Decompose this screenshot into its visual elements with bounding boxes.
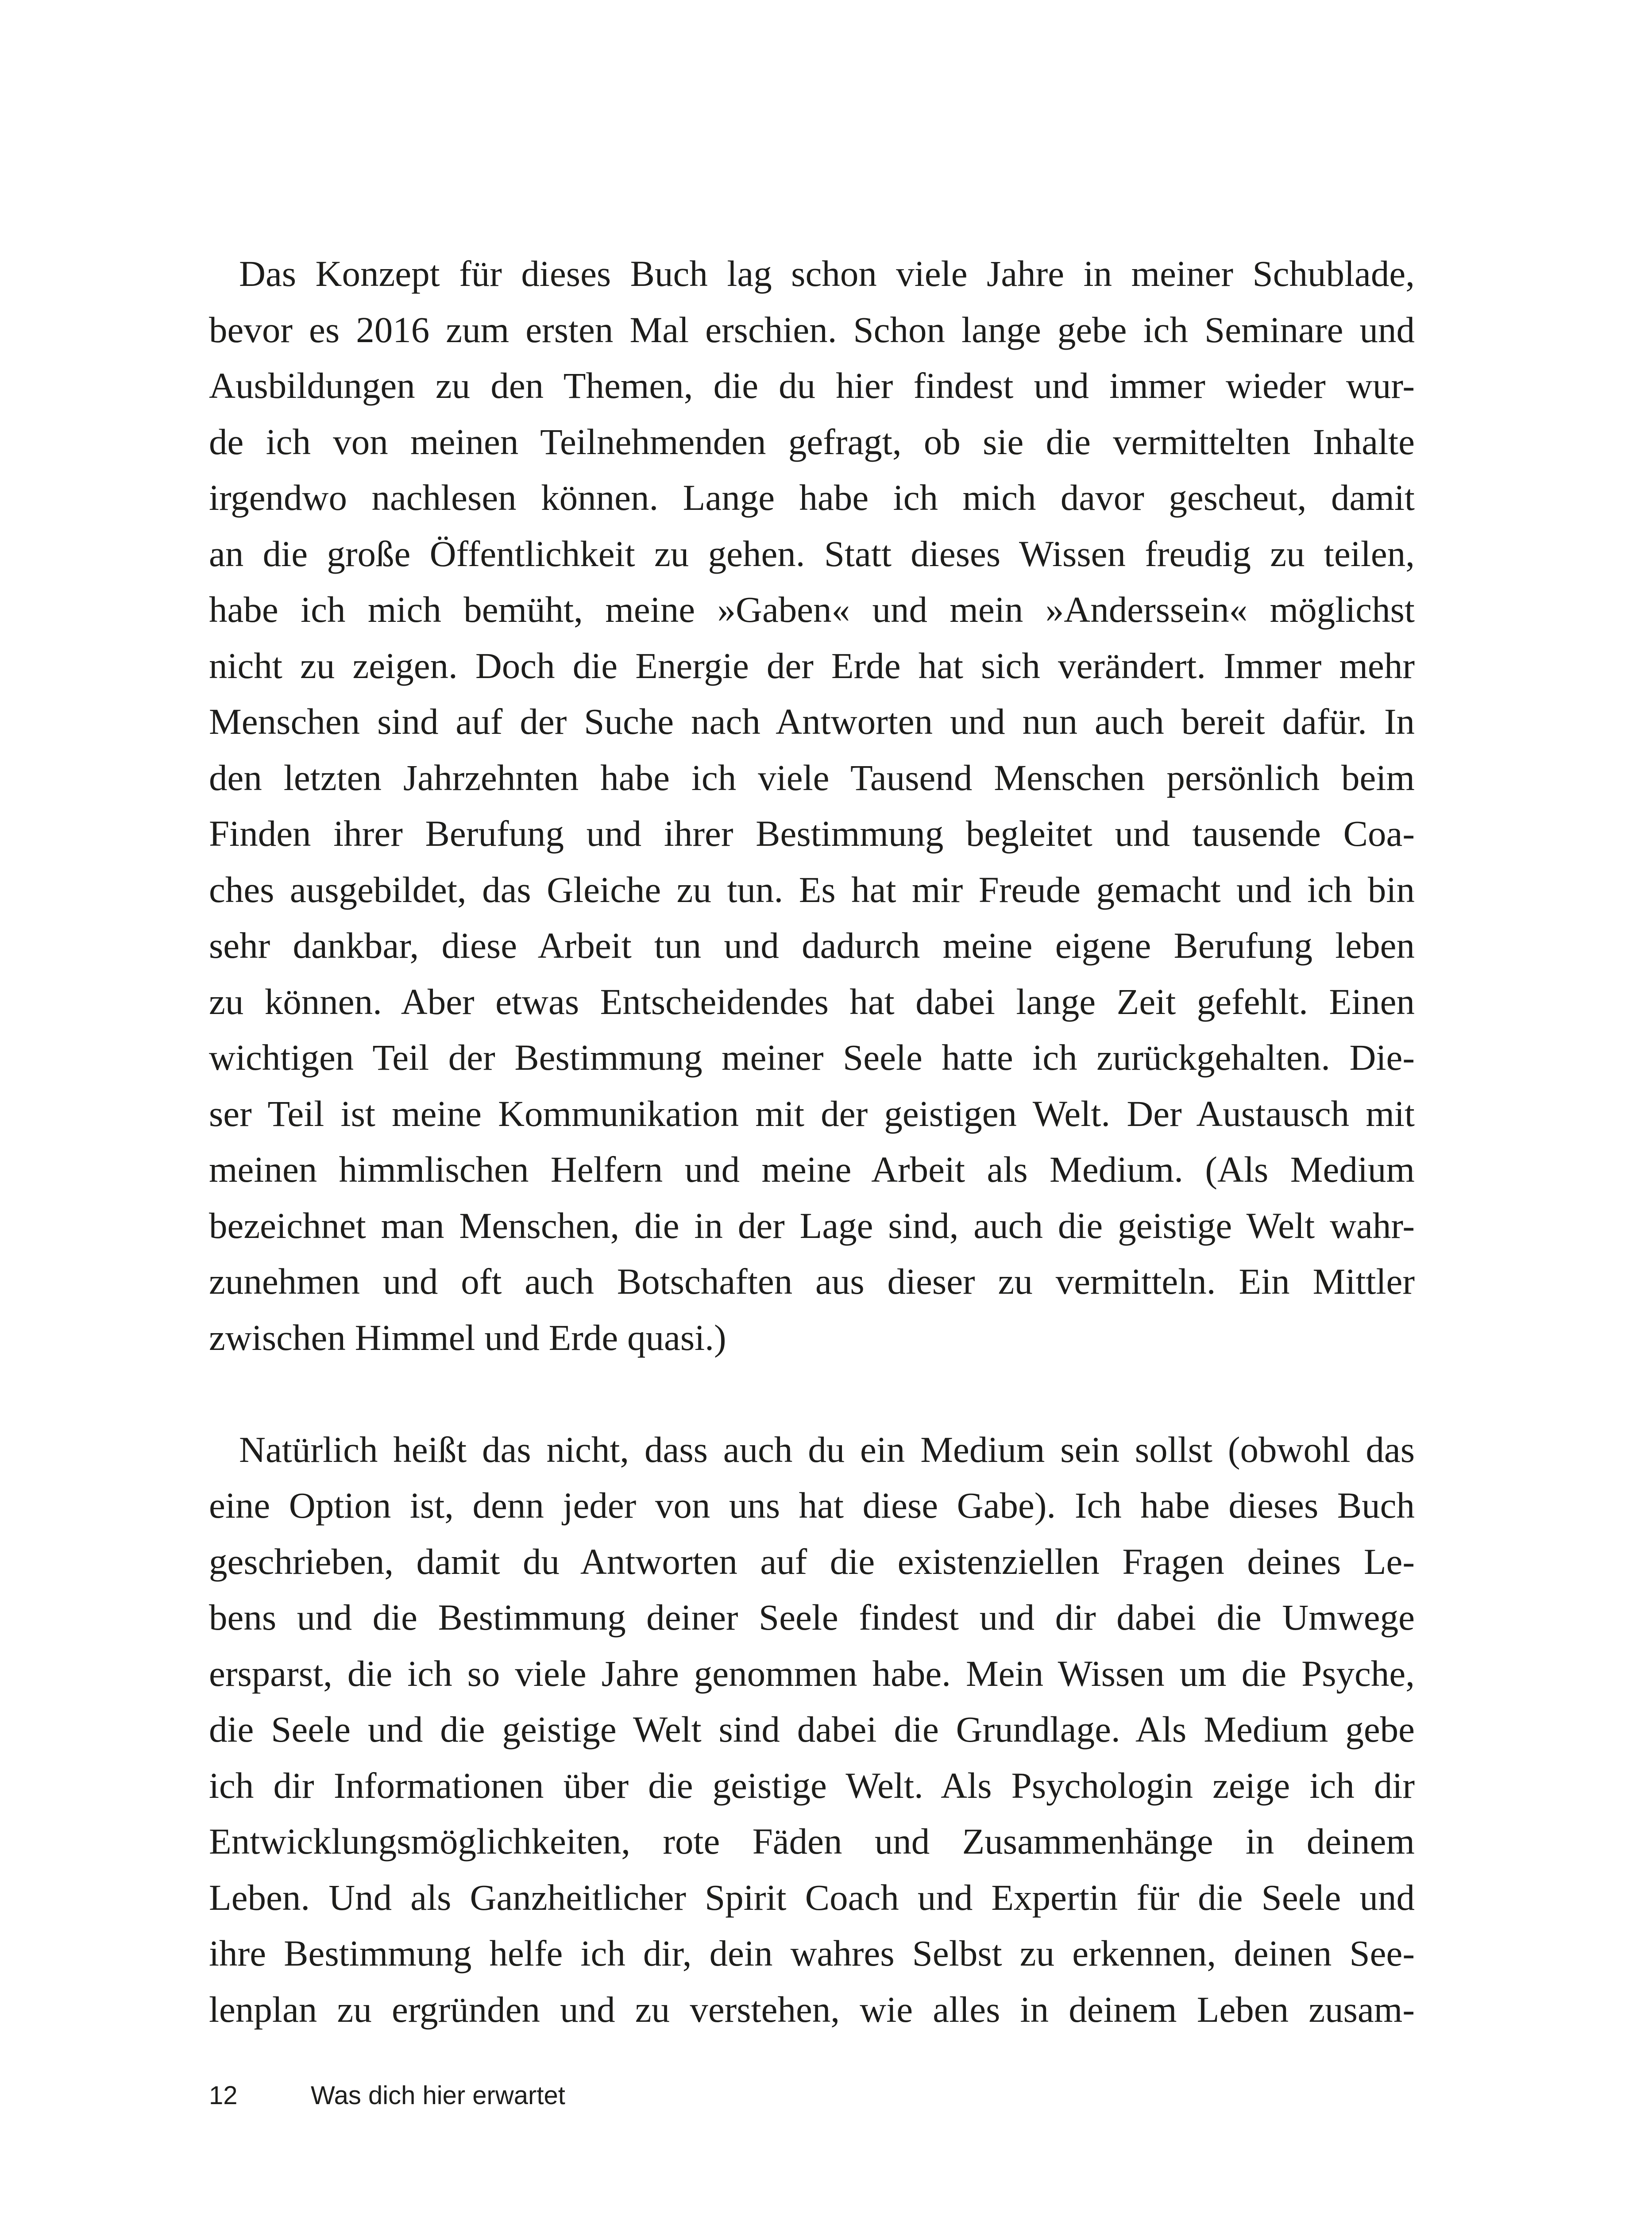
text-line: ser Teil ist meine Kommunikation mit der geistigen Welt. Der Austausch mit xyxy=(209,1093,1415,1134)
text-line: Ausbildungen zu den Themen, die du hier findest und immer wieder wur- xyxy=(209,365,1415,406)
paragraph-spacer xyxy=(209,1365,1415,1422)
text-line: bens und die Bestimmung deiner Seele findest und dir dabei die Umwege xyxy=(209,1597,1415,1638)
text-line: zunehmen und oft auch Botschaften aus dieser zu vermitteln. Ein Mittler xyxy=(209,1261,1415,1302)
text-line: Entwicklungsmöglichkeiten, rote Fäden und Zusammenhänge in deinem xyxy=(209,1821,1415,1862)
text-line: Menschen sind auf der Suche nach Antworten und nun auch bereit dafür. In xyxy=(209,701,1415,742)
paragraph-1 xyxy=(209,246,1415,1365)
page-footer xyxy=(209,2080,565,2111)
text-line: zu können. Aber etwas Entscheidendes hat dabei lange Zeit gefehlt. Einen xyxy=(209,981,1415,1022)
text-line: ches ausgebildet, das Gleiche zu tun. Es hat mir Freude gemacht und ich bin xyxy=(209,869,1415,910)
running-chapter-title: Was dich hier erwartet xyxy=(311,2081,565,2110)
text-line: die Seele und die geistige Welt sind dabei die Grundlage. Als Medium gebe xyxy=(209,1709,1415,1750)
text-line: zwischen Himmel und Erde quasi.) xyxy=(209,1317,726,1358)
text-line: Natürlich heißt das nicht, dass auch du ein Medium sein sollst (obwohl das xyxy=(239,1429,1415,1470)
text-line: sehr dankbar, diese Arbeit tun und dadurch meine eigene Berufung leben xyxy=(209,925,1415,966)
paragraph-2 xyxy=(209,1422,1415,2038)
text-line: wichtigen Teil der Bestimmung meiner Seele hatte ich zurückgehalten. Die- xyxy=(209,1037,1415,1078)
text-line: ersparst, die ich so viele Jahre genommen habe. Mein Wissen um die Psyche, xyxy=(209,1653,1415,1694)
text-line: nicht zu zeigen. Doch die Energie der Erde hat sich verändert. Immer mehr xyxy=(209,645,1415,686)
body-text xyxy=(209,246,1415,2037)
text-line: habe ich mich bemüht, meine »Gaben« und mein »Anderssein« möglichst xyxy=(209,589,1415,630)
text-line: Das Konzept für dieses Buch lag schon viele Jahre in meiner Schublade, xyxy=(239,253,1415,294)
text-line: meinen himmlischen Helfern und meine Arbeit als Medium. (Als Medium xyxy=(209,1149,1415,1190)
text-line: an die große Öffentlichkeit zu gehen. Statt dieses Wissen freudig zu teilen, xyxy=(209,533,1415,574)
text-line: lenplan zu ergründen und zu verstehen, wie alles in deinem Leben zusam- xyxy=(209,1989,1415,2030)
text-line: de ich von meinen Teilnehmenden gefragt, ob sie die vermittelten Inhalte xyxy=(209,421,1415,462)
text-line: eine Option ist, denn jeder von uns hat diese Gabe). Ich habe dieses Buch xyxy=(209,1485,1415,1526)
text-line: den letzten Jahrzehnten habe ich viele Tausend Menschen persönlich beim xyxy=(209,757,1415,798)
text-line: ihre Bestimmung helfe ich dir, dein wahres Selbst zu erkennen, deinen See- xyxy=(209,1933,1415,1974)
text-line: ich dir Informationen über die geistige Welt. Als Psychologin zeige ich dir xyxy=(209,1765,1415,1806)
text-line: bevor es 2016 zum ersten Mal erschien. Schon lange gebe ich Seminare und xyxy=(209,309,1415,350)
text-line: bezeichnet man Menschen, die in der Lage sind, auch die geistige Welt wahr- xyxy=(209,1205,1415,1246)
page-number: 12 xyxy=(209,2081,238,2110)
text-line: irgendwo nachlesen können. Lange habe ich mich davor gescheut, damit xyxy=(209,477,1415,518)
text-line: geschrieben, damit du Antworten auf die existenziellen Fragen deines Le- xyxy=(209,1541,1415,1582)
text-line: Leben. Und als Ganzheitlicher Spirit Coach und Expertin für die Seele und xyxy=(209,1877,1415,1918)
text-line: Finden ihrer Berufung und ihrer Bestimmung begleitet und tausende Coa- xyxy=(209,813,1415,854)
